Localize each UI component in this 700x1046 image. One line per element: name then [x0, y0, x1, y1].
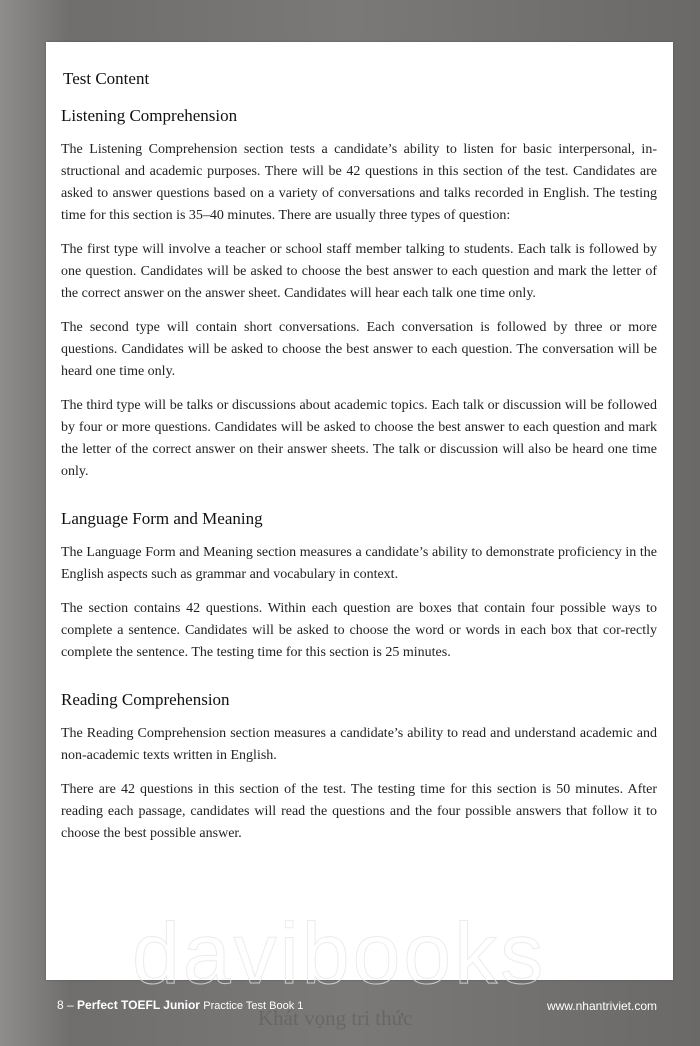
reading-heading: Reading Comprehension	[61, 690, 230, 709]
footer-book-subtitle: Practice Test Book 1	[203, 1000, 304, 1012]
section-spacer	[61, 676, 657, 690]
page-content	[61, 106, 657, 857]
watermark-brand: davibooks	[132, 906, 547, 1002]
footer-book-title: Perfect TOEFL Junior	[77, 998, 200, 1012]
listening-heading: Listening Comprehension	[61, 106, 238, 125]
listening-paragraph-3: The second type will contain short conversations. Each conversation is followed by three or more questions. Candidates will be asked to choose the best answer to each question. The conversation will be heard one time only.	[61, 320, 657, 379]
page-sheet	[46, 42, 673, 980]
section-spacer	[61, 495, 657, 509]
footer-website: www.nhantriviet.com	[546, 999, 657, 1013]
listening-paragraph-1: The Listening Comprehension section tests a candidate’s ability to listen for basic interpersonal, in-structional and academic purposes. There will be 42 questions in this section of the test. Candidates are asked to answer questions based on a variety of conversations and talks recorded in English. The testing time for this section is 35–40 minutes. There are usually three types of question:	[61, 142, 657, 223]
section-label: Test Content	[63, 69, 150, 88]
language-section	[61, 509, 657, 664]
listening-paragraph-4: The third type will be talks or discussions about academic topics. Each talk or discussion will be followed by four or more questions. Candidates will be asked to choose the best answer to each question and mark the letter of the correct answer on their answer sheets. The talk or discussion will also be heard one time only.	[61, 398, 657, 479]
reading-paragraph-1: The Reading Comprehension section measures a candidate’s ability to read and understand academic and non-academic texts written in English.	[61, 726, 657, 763]
language-paragraph-1: The Language Form and Meaning section measures a candidate’s ability to demonstrate proficiency in the English aspects such as grammar and vocabulary in context.	[61, 545, 657, 582]
listening-section	[61, 106, 657, 483]
language-paragraph-2: The section contains 42 questions. Within each question are boxes that contain four possible ways to complete a sentence. Candidates will be asked to choose the word or words in each box that cor-rectly complete the sentence. The testing time for this section is 25 minutes.	[61, 601, 657, 660]
reading-section	[61, 690, 657, 845]
watermark-tagline: Khát vọng tri thức	[258, 1006, 413, 1030]
footer-page-number: 8 –	[57, 998, 74, 1012]
reading-paragraph-2: There are 42 questions in this section of the test. The testing time for this section is 50 minutes. After reading each passage, candidates will read the questions and the four possible answers that follow it to choose the best possible answer.	[61, 782, 657, 841]
footer-book-info	[57, 998, 303, 1012]
listening-paragraph-2: The first type will involve a teacher or school staff member talking to students. Each talk is followed by one question. Candidates will be asked to choose the best answer to each question and mark the letter of the correct answer on the answer sheet. Candidates will hear each talk one time only.	[61, 242, 657, 301]
language-heading: Language Form and Meaning	[61, 509, 263, 528]
